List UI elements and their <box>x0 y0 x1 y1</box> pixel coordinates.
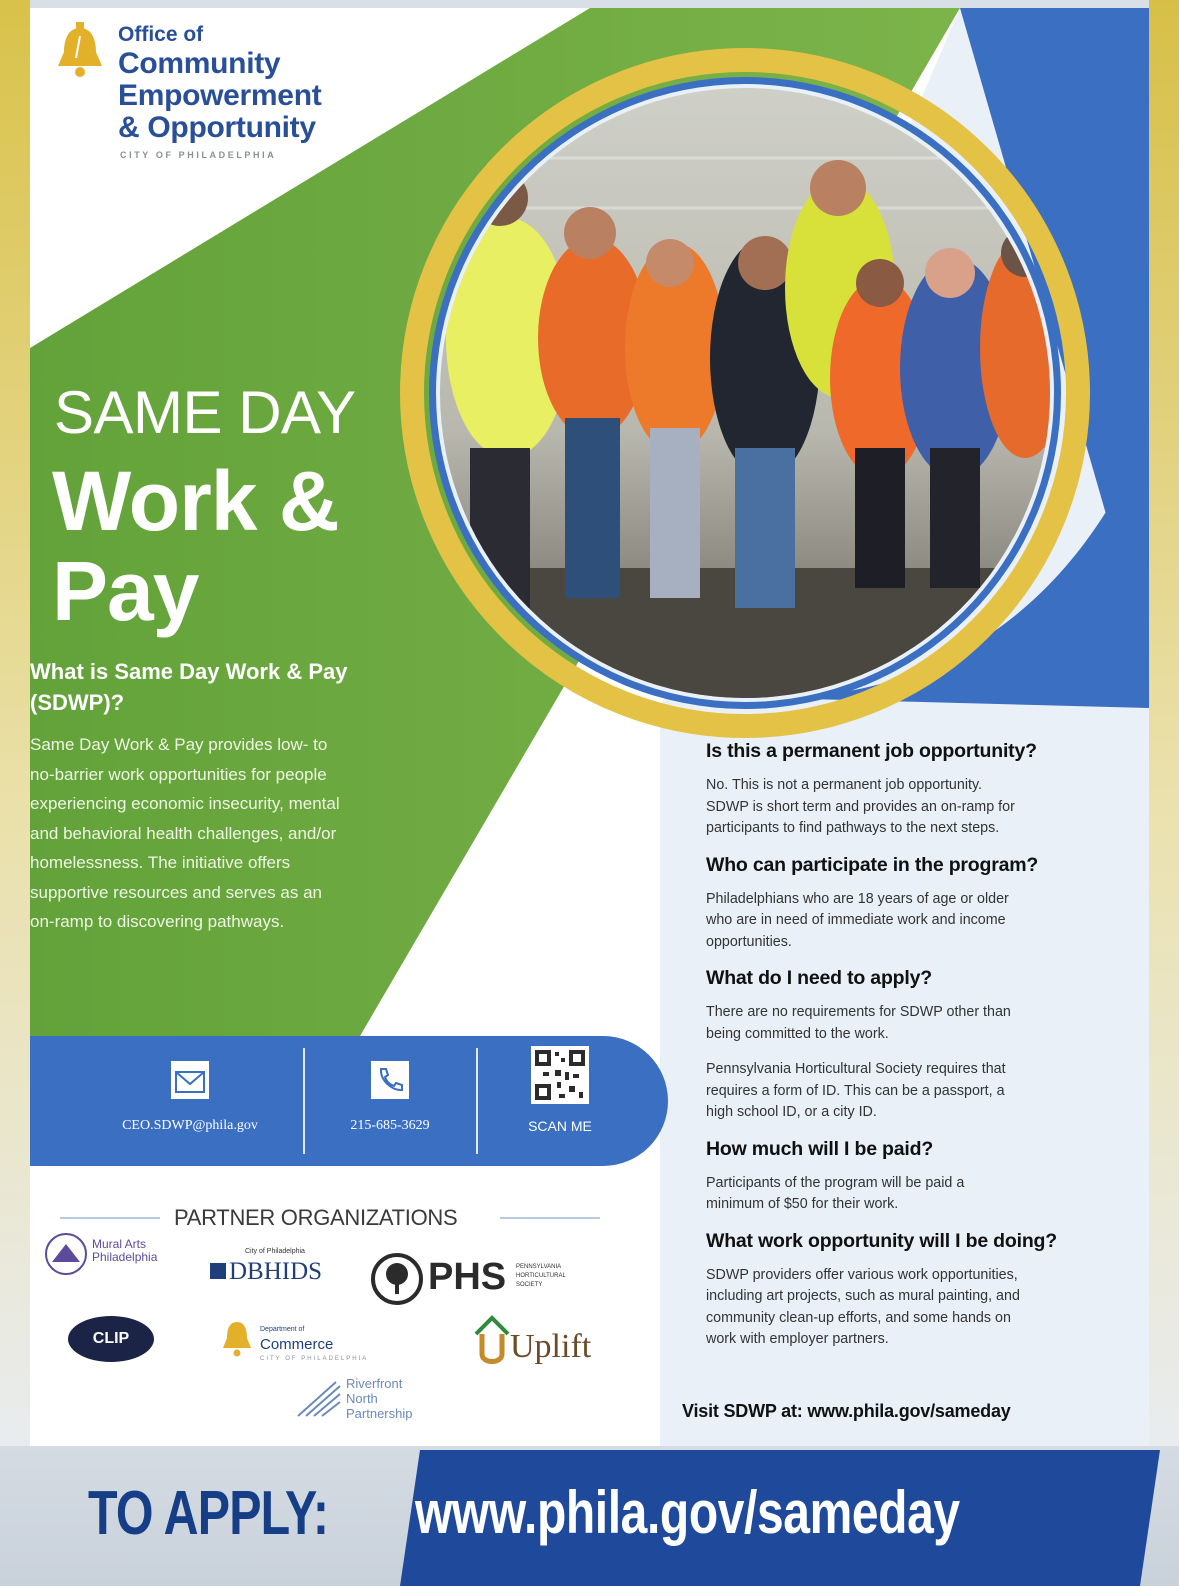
phs-line-1: PENNSYLVANIA <box>516 1264 562 1270</box>
mural-arts-line-2: Philadelphia <box>92 1250 158 1264</box>
what-line: Same Day Work & Pay provides low- to <box>30 735 328 754</box>
hero-work: Work & <box>52 454 339 548</box>
contact-qr[interactable] <box>460 1036 660 1166</box>
faq-answer-line: community clean-up efforts, and some hands on <box>706 1309 1011 1326</box>
riverfront-line-1: Riverfront <box>346 1376 403 1391</box>
dbhids-text: DBHIDS <box>229 1258 323 1285</box>
dbhids-small: City of Philadelphia <box>245 1248 305 1255</box>
email-text: CEO.SDWP@phila.gov <box>122 1118 258 1133</box>
faq-answer <box>706 1265 1136 1351</box>
faq-section <box>706 740 1136 1365</box>
riverfront-line-3: Partnership <box>346 1406 413 1421</box>
faq-answer <box>706 1173 1136 1216</box>
faq-answer-line: work with employer partners. <box>706 1331 889 1347</box>
hero-same-day: SAME DAY <box>54 379 356 446</box>
clip-logo <box>68 1316 154 1362</box>
phs-full-name <box>516 1263 566 1290</box>
phone-text: 215-685-3629 <box>350 1118 430 1133</box>
faq-answer <box>706 1002 1136 1045</box>
faq-answer-line: SDWP providers offer various work opportunities, <box>706 1266 1018 1283</box>
uplift-house-icon <box>472 1314 512 1366</box>
phs-line-2: HORTICULTURAL <box>516 1273 566 1279</box>
visit-sdwp-link[interactable]: Visit SDWP at: www.phila.gov/sameday <box>682 1401 1011 1421</box>
faq-answer-line: There are no requirements for SDWP other than <box>706 1004 1011 1020</box>
email-icon <box>170 1060 210 1100</box>
riverfront-text <box>346 1376 412 1421</box>
partners-rule-right <box>500 1217 600 1219</box>
office-logo-text <box>118 22 321 144</box>
what-line: experiencing economic insecurity, mental <box>30 794 340 813</box>
phone-icon <box>370 1060 410 1100</box>
faq-question: Is this a permanent job opportunity? <box>706 740 1037 762</box>
faq-answer-line: Pennsylvania Horticultural Society requires that <box>706 1061 1006 1077</box>
left-side-bar <box>0 0 30 1450</box>
faq-answer <box>706 889 1136 954</box>
faq-answer <box>706 1059 1136 1124</box>
what-line: homelessness. The initiative offers <box>30 853 291 872</box>
dbhids-mark-icon <box>210 1263 226 1279</box>
mural-arts-line-1: Mural Arts <box>92 1237 147 1251</box>
commerce-city: CITY OF PHILADELPHIA <box>260 1356 369 1362</box>
faq-question: How much will I be paid? <box>706 1137 934 1160</box>
apply-label: TO APPLY: <box>88 1479 329 1548</box>
faq-answer-line: Philadelphians who are 18 years of age or older <box>706 890 1009 907</box>
clip-text: CLIP <box>92 1330 130 1347</box>
what-line: and behavioral health challenges, and/or <box>30 823 337 843</box>
faq-answer-line: requires a form of ID. This can be a passport, a <box>706 1082 1005 1099</box>
what-line: supportive resources and serves as an <box>30 882 322 902</box>
what-line: on-ramp to discovering pathways. <box>30 912 285 931</box>
riverfront-stripes-icon <box>296 1378 342 1418</box>
what-line: no-barrier work opportunities for people <box>30 764 327 784</box>
liberty-bell-icon <box>50 22 110 82</box>
commerce-bell-icon <box>220 1318 254 1358</box>
what-heading-line-2: (SDWP)? <box>30 690 125 715</box>
faq-question: What do I need to apply? <box>706 967 932 989</box>
mural-arts-text <box>92 1238 157 1264</box>
phs-name: PHS <box>428 1256 507 1298</box>
scan-me-text: SCAN ME <box>528 1118 592 1134</box>
hero-title <box>52 456 338 636</box>
faq-answer-line: being committed to the work. <box>706 1025 889 1042</box>
logo-line-3: Empowerment <box>118 79 322 112</box>
faq-question: What work opportunity will I be doing? <box>706 1229 1057 1252</box>
faq-answer-line: including art projects, such as mural painting, and <box>706 1288 1020 1304</box>
right-side-bar <box>1149 0 1179 1450</box>
dbhids-name <box>210 1258 322 1286</box>
faq-answer-line: No. This is not a permanent job opportunity. <box>706 777 983 793</box>
commerce-small: Department of <box>260 1326 305 1333</box>
what-is-description <box>30 730 460 937</box>
logo-line-2: Community <box>118 47 281 80</box>
uplift-name: Uplift <box>510 1328 592 1365</box>
phs-line-3: SOCIETY <box>516 1282 543 1288</box>
hero-pay: Pay <box>52 544 199 638</box>
mural-arts-logo <box>44 1232 88 1276</box>
logo-city: CITY OF PHILADELPHIA <box>120 150 277 160</box>
partners-rule-left <box>60 1217 160 1219</box>
faq-answer-line: SDWP is short term and provides an on-ramp for <box>706 798 1015 815</box>
flyer <box>30 8 1149 1446</box>
phs-tree-icon <box>370 1252 424 1306</box>
faq-answer-line: minimum of $50 for their work. <box>706 1196 899 1212</box>
what-heading-line-1: What is Same Day Work & Pay <box>30 659 348 684</box>
commerce-name: Commerce <box>260 1336 334 1353</box>
faq-question: Who can participate in the program? <box>706 853 1039 876</box>
faq-answer <box>706 775 1136 840</box>
logo-line-4: & Opportunity <box>118 111 316 144</box>
faq-answer-line: who are in need of immediate work and income <box>706 912 1006 928</box>
partners-heading: PARTNER ORGANIZATIONS <box>174 1205 458 1230</box>
faq-answer-line: Participants of the program will be paid a <box>706 1174 965 1191</box>
faq-answer-line: participants to find pathways to the next steps. <box>706 820 1000 836</box>
what-is-heading <box>30 656 450 718</box>
qr-code-icon <box>531 1046 589 1104</box>
logo-line-1: Office of <box>118 23 204 46</box>
faq-answer-line: high school ID, or a city ID. <box>706 1104 877 1120</box>
riverfront-line-2: North <box>346 1391 378 1406</box>
apply-url[interactable]: www.phila.gov/sameday <box>415 1479 960 1546</box>
contact-band <box>30 1036 668 1166</box>
faq-answer-line: opportunities. <box>706 933 792 950</box>
contact-email[interactable] <box>90 1036 290 1166</box>
